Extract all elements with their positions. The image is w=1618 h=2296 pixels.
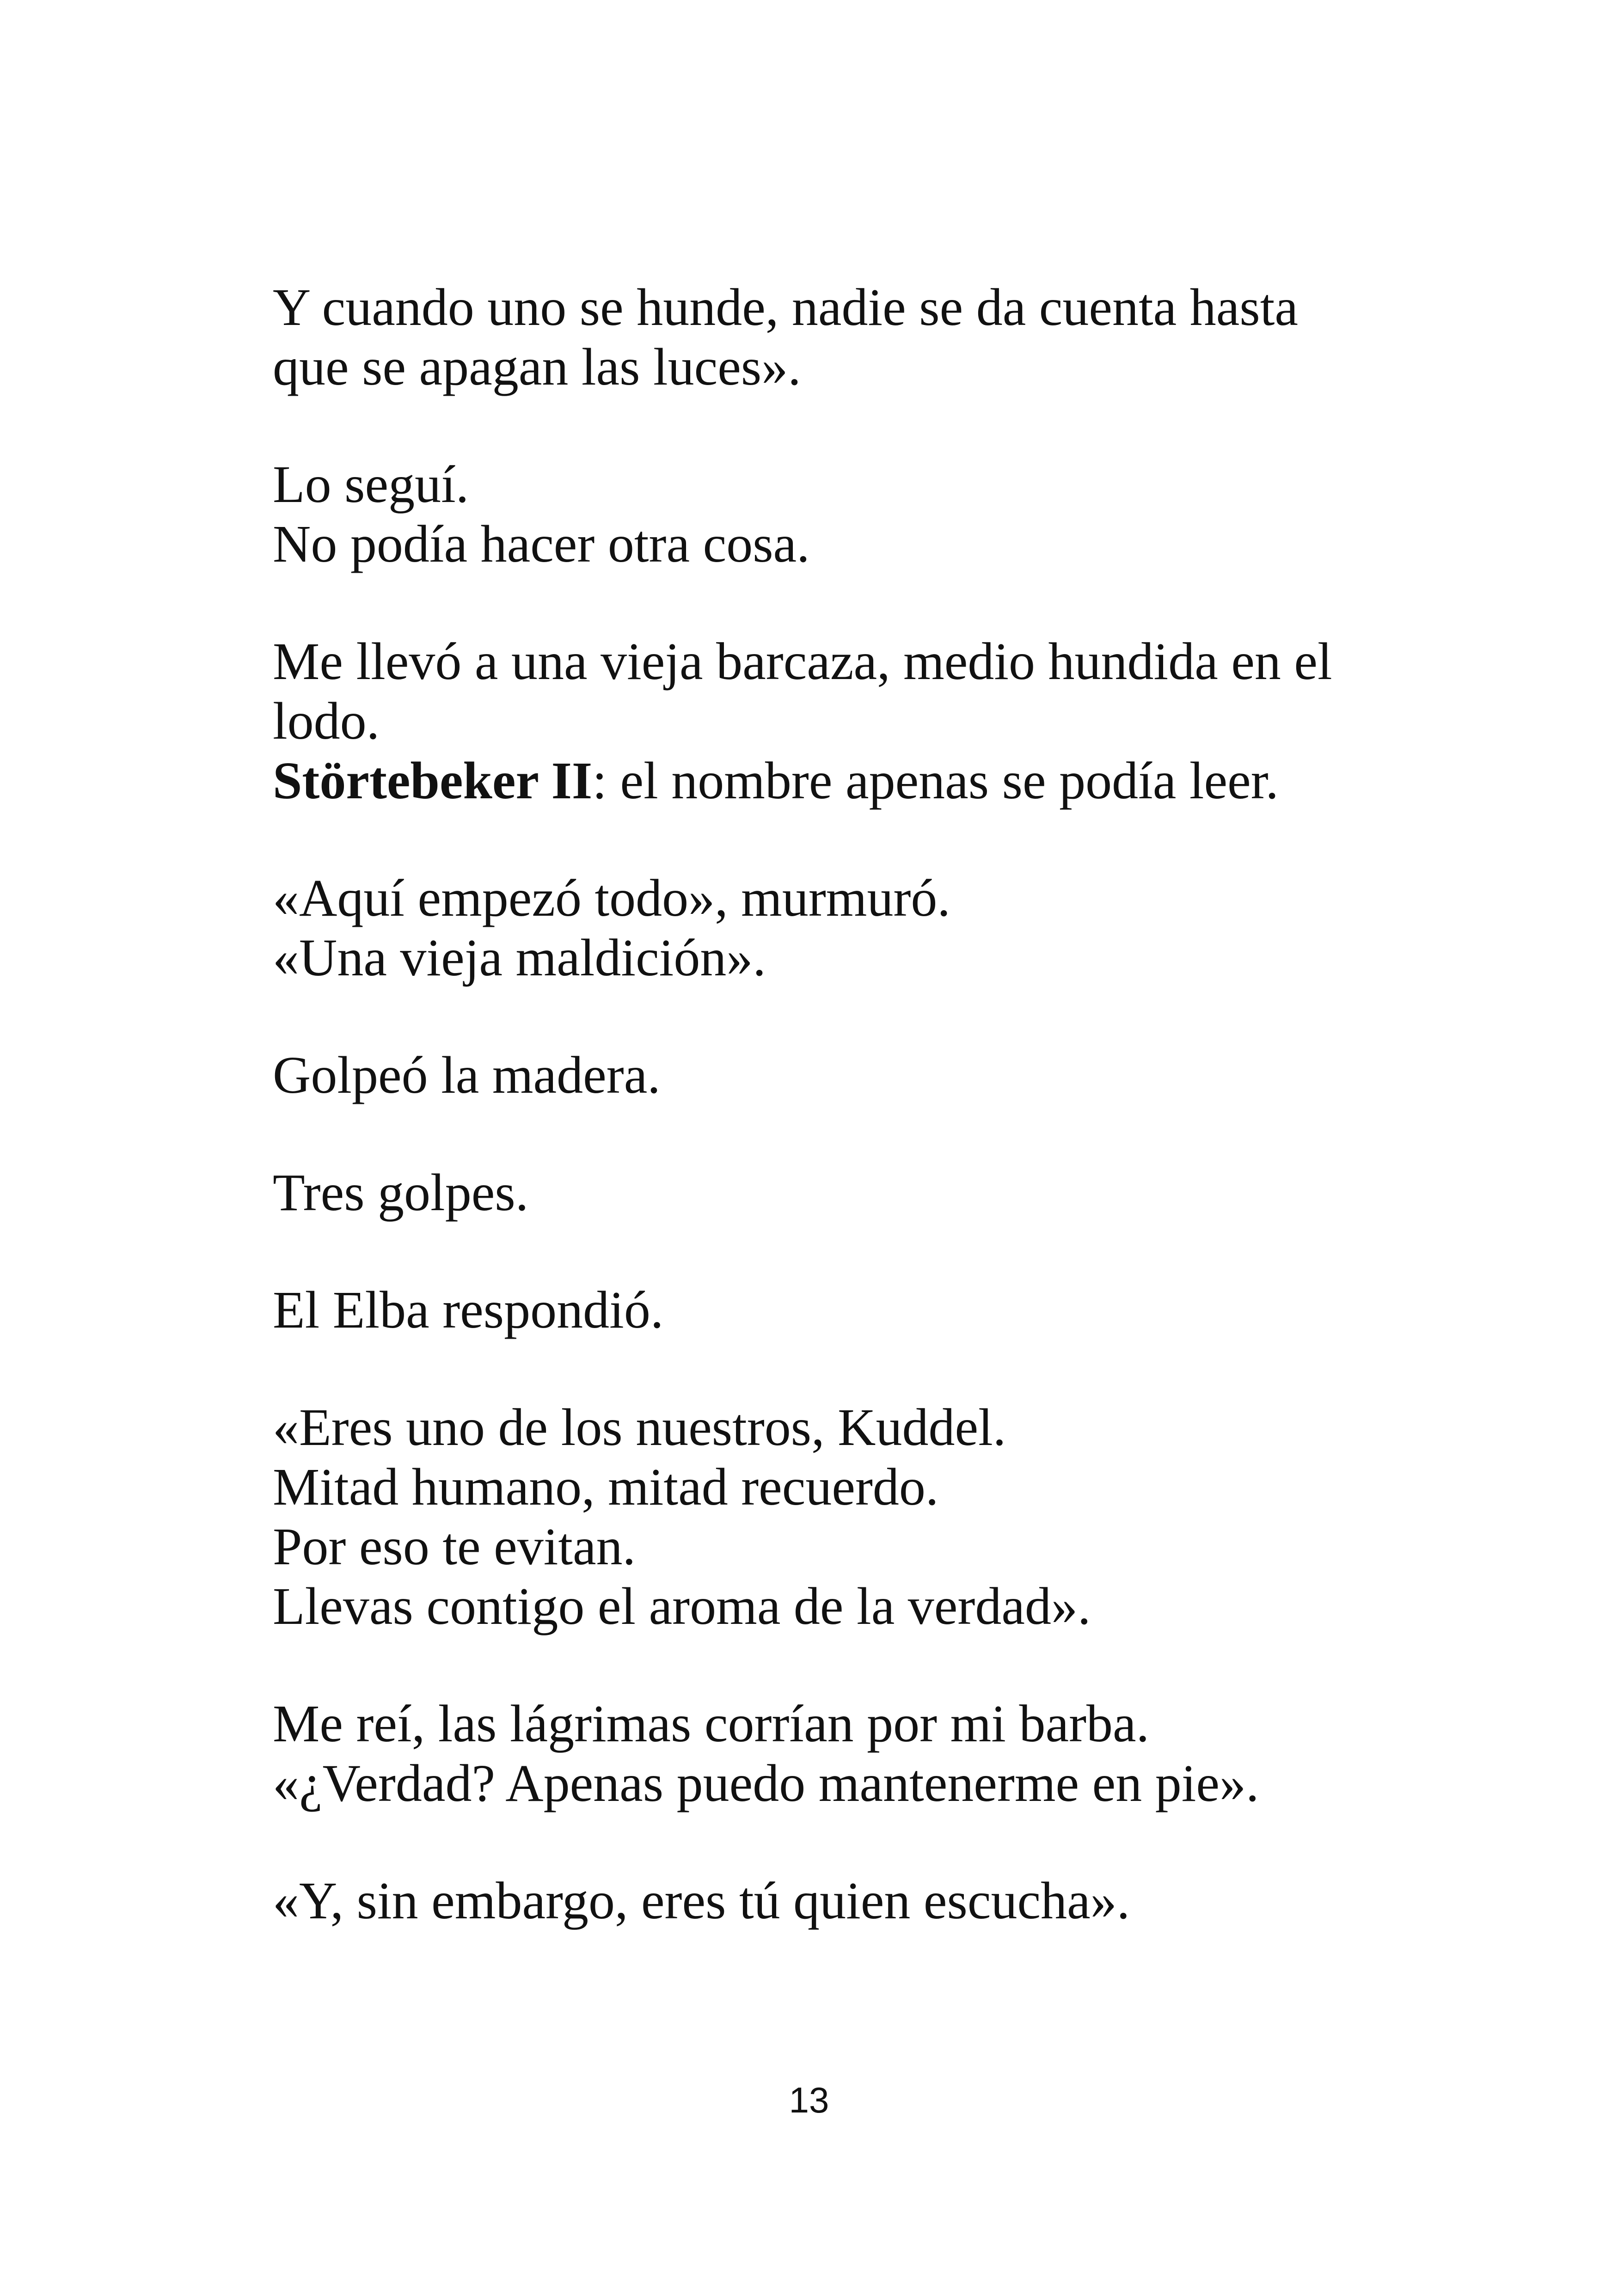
text-line: Golpeó la madera. xyxy=(273,1046,661,1104)
paragraph xyxy=(273,868,1382,987)
text-line: Me llevó a una vieja barcaza, medio hundida en el xyxy=(273,632,1332,691)
text-line: que se apagan las luces». xyxy=(273,337,801,396)
page-number: 13 xyxy=(789,2080,829,2120)
text-line: Llevas contigo el aroma de la verdad». xyxy=(273,1577,1091,1635)
text-line: «Aquí empezó todo», murmuró. xyxy=(273,869,950,927)
paragraph xyxy=(273,1694,1382,1813)
text-line: Tres golpes. xyxy=(273,1163,529,1222)
text-line: «Una vieja maldición». xyxy=(273,928,766,987)
text-line: Mitad humano, mitad recuerdo. xyxy=(273,1457,939,1516)
text-line: lodo. xyxy=(273,692,380,750)
paragraph xyxy=(273,1045,1382,1105)
text-line-with-ship-name xyxy=(273,751,1382,810)
text-line: Me reí, las lágrimas corrían por mi barba. xyxy=(273,1694,1150,1753)
text-line: «Eres uno de los nuestros, Kuddel. xyxy=(273,1398,1006,1457)
ship-name-remark: : el nombre apenas se podía leer. xyxy=(592,751,1279,810)
paragraph xyxy=(273,631,1382,810)
paragraph xyxy=(273,1163,1382,1222)
paragraph xyxy=(273,454,1382,574)
paragraph xyxy=(273,1871,1382,1930)
paragraph xyxy=(273,1280,1382,1340)
ship-name: Störtebeker II xyxy=(273,751,593,810)
body-text xyxy=(273,277,1382,1988)
text-line: Por eso te evitan. xyxy=(273,1517,636,1576)
paragraph xyxy=(273,277,1382,397)
text-line: «¿Verdad? Apenas puedo mantenerme en pie». xyxy=(273,1754,1259,1812)
text-line: Y cuando uno se hunde, nadie se da cuenta hasta xyxy=(273,278,1298,337)
text-line: «Y, sin embargo, eres tú quien escucha». xyxy=(273,1871,1130,1930)
text-line: Lo seguí. xyxy=(273,455,469,514)
text-line: El Elba respondió. xyxy=(273,1280,664,1339)
paragraph xyxy=(273,1397,1382,1636)
text-line: No podía hacer otra cosa. xyxy=(273,514,810,573)
